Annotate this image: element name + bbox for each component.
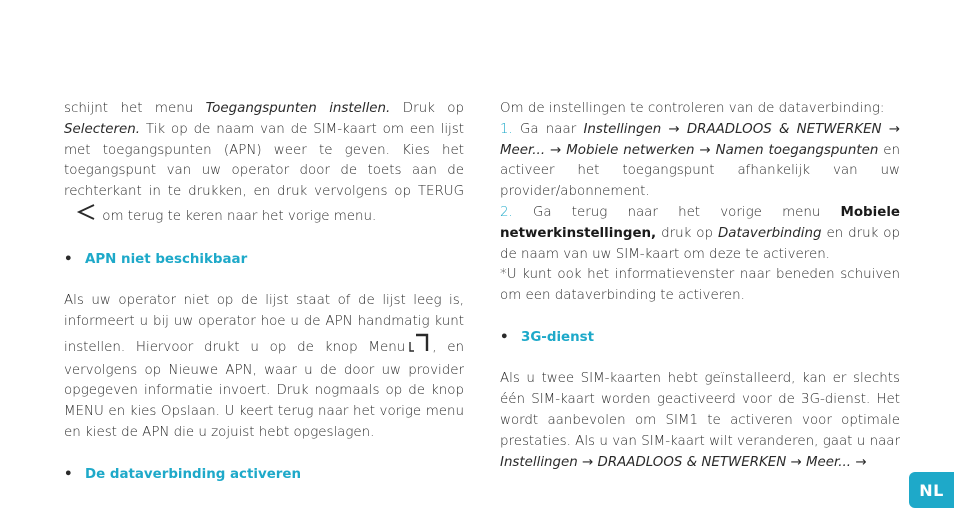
section-heading-data	[64, 465, 464, 486]
spacer	[500, 349, 900, 370]
note-text: *U kunt ook het informatievenster naar beneden schuiven om een dataverbinding te activeren.	[500, 267, 900, 304]
heading-text: 3G-dienst	[521, 329, 595, 345]
action-name-italic: Selecteren.	[64, 121, 141, 137]
step-number: 1.	[500, 121, 513, 137]
bullet: •	[64, 466, 73, 482]
option-name-italic: Dataverbinding	[717, 225, 822, 241]
intro-text: Om de instellingen te controleren van de dataverbinding:	[500, 101, 885, 116]
spacer	[64, 229, 464, 250]
step-number: 2.	[500, 204, 513, 220]
paragraph-apn-select	[64, 99, 464, 229]
spacer	[500, 307, 900, 328]
step-1	[500, 120, 900, 203]
step-2	[500, 203, 900, 265]
paragraph-apn-manual	[64, 291, 464, 444]
menu-name-bold: Mobiele netwerkinstellingen,	[500, 204, 900, 241]
text-span: Als uw operator niet op de lijst staat of de lijst leeg is, informeert u bij uw operator hoe u de APN handmatig kunt instellen. Hiervoor drukt u op de knop Menu	[64, 293, 464, 355]
text-span: , en vervolgens op Nieuwe APN, waar u de door uw provider opgegeven informatie invoert. Druk nogmaals op de knop MENU en kies Opslaan. U keert terug naar het vorige menu en kiest de APN die u zojuist hebt opgeslagen.	[64, 339, 464, 440]
spacer	[64, 444, 464, 465]
heading-text: APN niet beschikbaar	[85, 251, 248, 267]
back-chevron-icon	[76, 203, 96, 229]
bullet: •	[500, 329, 509, 345]
text-span: en activeer het toegangspunt afhankelijk van uw provider/abonnement.	[500, 142, 900, 200]
menu-key-icon	[408, 333, 430, 361]
paragraph-3g	[500, 369, 900, 473]
menu-name-italic: Toegangspunten instellen.	[205, 101, 391, 116]
text-span: Druk op	[390, 101, 464, 116]
section-heading-apn	[64, 250, 464, 271]
bullet: •	[64, 251, 73, 267]
menu-path-italic: Instellingen → DRAADLOOS & NETWERKEN → Meer... →	[500, 454, 867, 470]
spacer	[64, 270, 464, 291]
text-span: schijnt het menu	[64, 101, 206, 116]
text-span: druk op	[656, 225, 718, 241]
text-span: Als u twee SIM-kaarten hebt geïnstalleerd, kan er slechts één SIM-kaart worden geactiveerd voor de 3G-dienst. Het wordt aanbevolen om SIM1 te activeren voor optimale prestaties. Als u van SIM-kaart wilt veranderen, gaat u naar	[500, 371, 900, 449]
heading-text: De dataverbinding activeren	[85, 466, 301, 482]
text-span: Ga naar	[512, 121, 584, 137]
text-span: om terug te keren naar het vorige menu.	[98, 208, 377, 224]
menu-path-italic: Instellingen → DRAADLOOS & NETWERKEN → Meer... → Mobiele netwerken → Namen toegangspunten	[500, 121, 900, 158]
language-badge: NL	[909, 472, 954, 508]
text-span: Ga terug naar het vorige menu	[512, 204, 841, 220]
section-heading-3g	[500, 328, 900, 349]
left-column	[64, 99, 464, 485]
right-column	[500, 99, 900, 473]
text-span: en druk op de naam van uw SIM-kaart om deze te activeren.	[500, 225, 900, 262]
text-span: Tik op de naam van de SIM-kaart om een lijst met toegangspunten (APN) weer te geven. Kies het toegangspunt van uw operator door de toets aan de rechterkant in te drukken, en druk vervolgens op TERUG	[64, 121, 464, 200]
